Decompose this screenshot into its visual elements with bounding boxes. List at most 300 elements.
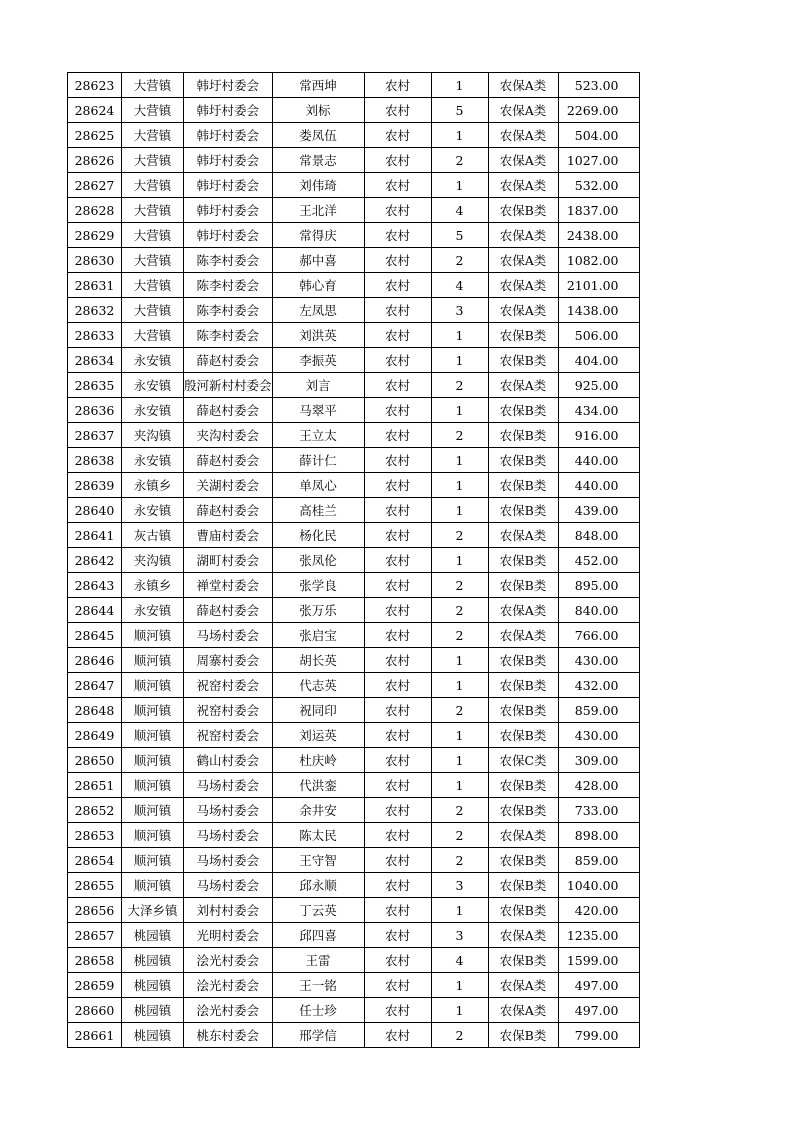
area-type-cell: 农村 bbox=[364, 198, 431, 223]
person-name-cell: 王北洋 bbox=[272, 198, 364, 223]
town-cell: 顺河镇 bbox=[122, 798, 184, 823]
table-row bbox=[68, 648, 640, 673]
town-cell: 永安镇 bbox=[122, 348, 184, 373]
amount-cell: 497.00 bbox=[558, 998, 639, 1023]
town-cell: 桃园镇 bbox=[122, 998, 184, 1023]
village-cell: 浍光村委会 bbox=[184, 973, 273, 998]
insurance-category-cell: 农保B类 bbox=[488, 348, 558, 373]
person-name-cell: 刘运英 bbox=[272, 723, 364, 748]
insurance-category-cell: 农保A类 bbox=[488, 923, 558, 948]
household-count-cell: 2 bbox=[431, 373, 488, 398]
insurance-category-cell: 农保B类 bbox=[488, 723, 558, 748]
amount-cell: 404.00 bbox=[558, 348, 639, 373]
record-id-cell: 28657 bbox=[68, 923, 122, 948]
household-count-cell: 1 bbox=[431, 548, 488, 573]
area-type-cell: 农村 bbox=[364, 873, 431, 898]
town-cell: 大营镇 bbox=[122, 98, 184, 123]
household-count-cell: 2 bbox=[431, 598, 488, 623]
town-cell: 顺河镇 bbox=[122, 623, 184, 648]
town-cell: 大营镇 bbox=[122, 198, 184, 223]
area-type-cell: 农村 bbox=[364, 73, 431, 98]
town-cell: 夹沟镇 bbox=[122, 548, 184, 573]
record-id-cell: 28656 bbox=[68, 898, 122, 923]
amount-cell: 799.00 bbox=[558, 1023, 639, 1048]
area-type-cell: 农村 bbox=[364, 573, 431, 598]
table-row bbox=[68, 473, 640, 498]
insurance-category-cell: 农保A类 bbox=[488, 73, 558, 98]
record-id-cell: 28645 bbox=[68, 623, 122, 648]
person-name-cell: 刘伟琦 bbox=[272, 173, 364, 198]
insurance-category-cell: 农保A类 bbox=[488, 998, 558, 1023]
record-id-cell: 28643 bbox=[68, 573, 122, 598]
area-type-cell: 农村 bbox=[364, 148, 431, 173]
insurance-category-cell: 农保B类 bbox=[488, 798, 558, 823]
village-cell: 陈李村委会 bbox=[184, 273, 273, 298]
record-id-cell: 28653 bbox=[68, 823, 122, 848]
insurance-category-cell: 农保B类 bbox=[488, 948, 558, 973]
record-id-cell: 28635 bbox=[68, 373, 122, 398]
village-cell: 湖町村委会 bbox=[184, 548, 273, 573]
table-row bbox=[68, 598, 640, 623]
household-count-cell: 1 bbox=[431, 973, 488, 998]
town-cell: 永安镇 bbox=[122, 598, 184, 623]
insurance-category-cell: 农保A类 bbox=[488, 123, 558, 148]
household-count-cell: 1 bbox=[431, 323, 488, 348]
town-cell: 顺河镇 bbox=[122, 648, 184, 673]
amount-cell: 1040.00 bbox=[558, 873, 639, 898]
town-cell: 大营镇 bbox=[122, 73, 184, 98]
table-row bbox=[68, 123, 640, 148]
table-row bbox=[68, 298, 640, 323]
village-cell: 陈李村委会 bbox=[184, 323, 273, 348]
area-type-cell: 农村 bbox=[364, 848, 431, 873]
table-row bbox=[68, 323, 640, 348]
household-count-cell: 2 bbox=[431, 523, 488, 548]
table-body bbox=[68, 73, 640, 1048]
village-cell: 马场村委会 bbox=[184, 848, 273, 873]
household-count-cell: 1 bbox=[431, 748, 488, 773]
town-cell: 桃园镇 bbox=[122, 973, 184, 998]
person-name-cell: 张万乐 bbox=[272, 598, 364, 623]
record-id-cell: 28648 bbox=[68, 698, 122, 723]
insurance-category-cell: 农保B类 bbox=[488, 1023, 558, 1048]
area-type-cell: 农村 bbox=[364, 798, 431, 823]
person-name-cell: 常西坤 bbox=[272, 73, 364, 98]
town-cell: 桃园镇 bbox=[122, 1023, 184, 1048]
record-id-cell: 28638 bbox=[68, 448, 122, 473]
person-name-cell: 邢学信 bbox=[272, 1023, 364, 1048]
person-name-cell: 张凤伦 bbox=[272, 548, 364, 573]
area-type-cell: 农村 bbox=[364, 698, 431, 723]
person-name-cell: 薛计仁 bbox=[272, 448, 364, 473]
person-name-cell: 代洪銮 bbox=[272, 773, 364, 798]
table-row bbox=[68, 498, 640, 523]
village-cell: 马场村委会 bbox=[184, 623, 273, 648]
table-row bbox=[68, 1023, 640, 1048]
table-row bbox=[68, 723, 640, 748]
area-type-cell: 农村 bbox=[364, 273, 431, 298]
household-count-cell: 1 bbox=[431, 398, 488, 423]
household-count-cell: 1 bbox=[431, 123, 488, 148]
table-row bbox=[68, 873, 640, 898]
record-id-cell: 28633 bbox=[68, 323, 122, 348]
household-count-cell: 1 bbox=[431, 998, 488, 1023]
area-type-cell: 农村 bbox=[364, 248, 431, 273]
area-type-cell: 农村 bbox=[364, 723, 431, 748]
record-id-cell: 28658 bbox=[68, 948, 122, 973]
area-type-cell: 农村 bbox=[364, 98, 431, 123]
household-count-cell: 2 bbox=[431, 698, 488, 723]
person-name-cell: 单凤心 bbox=[272, 473, 364, 498]
town-cell: 桃园镇 bbox=[122, 948, 184, 973]
amount-cell: 452.00 bbox=[558, 548, 639, 573]
insurance-category-cell: 农保A类 bbox=[488, 973, 558, 998]
person-name-cell: 王雷 bbox=[272, 948, 364, 973]
village-cell: 关湖村委会 bbox=[184, 473, 273, 498]
table-row bbox=[68, 948, 640, 973]
area-type-cell: 农村 bbox=[364, 998, 431, 1023]
insurance-category-cell: 农保A类 bbox=[488, 148, 558, 173]
village-cell: 薛赵村委会 bbox=[184, 398, 273, 423]
record-id-cell: 28636 bbox=[68, 398, 122, 423]
person-name-cell: 马翠平 bbox=[272, 398, 364, 423]
town-cell: 顺河镇 bbox=[122, 748, 184, 773]
table-row bbox=[68, 823, 640, 848]
record-id-cell: 28628 bbox=[68, 198, 122, 223]
insurance-category-cell: 农保B类 bbox=[488, 698, 558, 723]
insurance-category-cell: 农保B类 bbox=[488, 848, 558, 873]
record-id-cell: 28637 bbox=[68, 423, 122, 448]
household-count-cell: 2 bbox=[431, 823, 488, 848]
record-id-cell: 28640 bbox=[68, 498, 122, 523]
table-row bbox=[68, 673, 640, 698]
record-id-cell: 28625 bbox=[68, 123, 122, 148]
person-name-cell: 邱四喜 bbox=[272, 923, 364, 948]
insurance-category-cell: 农保B类 bbox=[488, 198, 558, 223]
person-name-cell: 邱永顺 bbox=[272, 873, 364, 898]
area-type-cell: 农村 bbox=[364, 123, 431, 148]
town-cell: 顺河镇 bbox=[122, 873, 184, 898]
person-name-cell: 刘标 bbox=[272, 98, 364, 123]
amount-cell: 2269.00 bbox=[558, 98, 639, 123]
amount-cell: 733.00 bbox=[558, 798, 639, 823]
records-table bbox=[67, 72, 640, 1048]
record-id-cell: 28634 bbox=[68, 348, 122, 373]
area-type-cell: 农村 bbox=[364, 648, 431, 673]
household-count-cell: 1 bbox=[431, 723, 488, 748]
table-row bbox=[68, 698, 640, 723]
person-name-cell: 李振英 bbox=[272, 348, 364, 373]
person-name-cell: 韩心育 bbox=[272, 273, 364, 298]
area-type-cell: 农村 bbox=[364, 623, 431, 648]
record-id-cell: 28627 bbox=[68, 173, 122, 198]
town-cell: 大营镇 bbox=[122, 273, 184, 298]
person-name-cell: 张启宝 bbox=[272, 623, 364, 648]
table-row bbox=[68, 623, 640, 648]
town-cell: 永镇乡 bbox=[122, 573, 184, 598]
table-row bbox=[68, 973, 640, 998]
table-row bbox=[68, 198, 640, 223]
record-id-cell: 28631 bbox=[68, 273, 122, 298]
record-id-cell: 28650 bbox=[68, 748, 122, 773]
village-cell: 刘村村委会 bbox=[184, 898, 273, 923]
person-name-cell: 杜庆岭 bbox=[272, 748, 364, 773]
amount-cell: 504.00 bbox=[558, 123, 639, 148]
amount-cell: 430.00 bbox=[558, 723, 639, 748]
record-id-cell: 28655 bbox=[68, 873, 122, 898]
record-id-cell: 28652 bbox=[68, 798, 122, 823]
person-name-cell: 左凤思 bbox=[272, 298, 364, 323]
insurance-category-cell: 农保A类 bbox=[488, 823, 558, 848]
insurance-category-cell: 农保A类 bbox=[488, 523, 558, 548]
area-type-cell: 农村 bbox=[364, 473, 431, 498]
amount-cell: 440.00 bbox=[558, 473, 639, 498]
town-cell: 大营镇 bbox=[122, 248, 184, 273]
household-count-cell: 1 bbox=[431, 648, 488, 673]
amount-cell: 848.00 bbox=[558, 523, 639, 548]
household-count-cell: 4 bbox=[431, 948, 488, 973]
area-type-cell: 农村 bbox=[364, 223, 431, 248]
area-type-cell: 农村 bbox=[364, 673, 431, 698]
village-cell: 薛赵村委会 bbox=[184, 498, 273, 523]
record-id-cell: 28646 bbox=[68, 648, 122, 673]
household-count-cell: 4 bbox=[431, 273, 488, 298]
area-type-cell: 农村 bbox=[364, 973, 431, 998]
amount-cell: 2438.00 bbox=[558, 223, 639, 248]
table-row bbox=[68, 248, 640, 273]
table-row bbox=[68, 798, 640, 823]
insurance-category-cell: 农保C类 bbox=[488, 748, 558, 773]
village-cell: 韩圩村委会 bbox=[184, 98, 273, 123]
village-cell: 马场村委会 bbox=[184, 823, 273, 848]
table-row bbox=[68, 398, 640, 423]
area-type-cell: 农村 bbox=[364, 773, 431, 798]
insurance-category-cell: 农保A类 bbox=[488, 373, 558, 398]
area-type-cell: 农村 bbox=[364, 173, 431, 198]
table-row bbox=[68, 523, 640, 548]
amount-cell: 506.00 bbox=[558, 323, 639, 348]
person-name-cell: 祝同印 bbox=[272, 698, 364, 723]
table-row bbox=[68, 273, 640, 298]
village-cell: 韩圩村委会 bbox=[184, 198, 273, 223]
household-count-cell: 1 bbox=[431, 348, 488, 373]
household-count-cell: 2 bbox=[431, 423, 488, 448]
village-cell: 祝窑村委会 bbox=[184, 673, 273, 698]
insurance-category-cell: 农保B类 bbox=[488, 673, 558, 698]
person-name-cell: 刘言 bbox=[272, 373, 364, 398]
record-id-cell: 28626 bbox=[68, 148, 122, 173]
village-cell: 韩圩村委会 bbox=[184, 73, 273, 98]
amount-cell: 440.00 bbox=[558, 448, 639, 473]
table-row bbox=[68, 998, 640, 1023]
household-count-cell: 5 bbox=[431, 98, 488, 123]
village-cell: 薛赵村委会 bbox=[184, 448, 273, 473]
household-count-cell: 3 bbox=[431, 923, 488, 948]
town-cell: 大营镇 bbox=[122, 173, 184, 198]
person-name-cell: 余井安 bbox=[272, 798, 364, 823]
village-cell: 薛赵村委会 bbox=[184, 598, 273, 623]
person-name-cell: 杨化民 bbox=[272, 523, 364, 548]
village-cell: 韩圩村委会 bbox=[184, 223, 273, 248]
table-row bbox=[68, 373, 640, 398]
household-count-cell: 1 bbox=[431, 473, 488, 498]
village-cell: 陈李村委会 bbox=[184, 248, 273, 273]
village-cell: 马场村委会 bbox=[184, 873, 273, 898]
town-cell: 大营镇 bbox=[122, 123, 184, 148]
village-cell: 薛赵村委会 bbox=[184, 348, 273, 373]
insurance-category-cell: 农保B类 bbox=[488, 473, 558, 498]
household-count-cell: 1 bbox=[431, 898, 488, 923]
area-type-cell: 农村 bbox=[364, 373, 431, 398]
amount-cell: 895.00 bbox=[558, 573, 639, 598]
amount-cell: 1235.00 bbox=[558, 923, 639, 948]
town-cell: 桃园镇 bbox=[122, 923, 184, 948]
town-cell: 永安镇 bbox=[122, 498, 184, 523]
person-name-cell: 郝中喜 bbox=[272, 248, 364, 273]
household-count-cell: 4 bbox=[431, 198, 488, 223]
village-cell: 周寨村委会 bbox=[184, 648, 273, 673]
insurance-category-cell: 农保A类 bbox=[488, 298, 558, 323]
person-name-cell: 丁云英 bbox=[272, 898, 364, 923]
insurance-category-cell: 农保B类 bbox=[488, 873, 558, 898]
area-type-cell: 农村 bbox=[364, 823, 431, 848]
insurance-category-cell: 农保B类 bbox=[488, 498, 558, 523]
village-cell: 浍光村委会 bbox=[184, 948, 273, 973]
person-name-cell: 刘洪英 bbox=[272, 323, 364, 348]
area-type-cell: 农村 bbox=[364, 448, 431, 473]
table-row bbox=[68, 748, 640, 773]
person-name-cell: 任士珍 bbox=[272, 998, 364, 1023]
table-row bbox=[68, 73, 640, 98]
record-id-cell: 28639 bbox=[68, 473, 122, 498]
area-type-cell: 农村 bbox=[364, 948, 431, 973]
person-name-cell: 娄凤伍 bbox=[272, 123, 364, 148]
town-cell: 大营镇 bbox=[122, 223, 184, 248]
household-count-cell: 1 bbox=[431, 773, 488, 798]
town-cell: 永安镇 bbox=[122, 448, 184, 473]
insurance-category-cell: 农保A类 bbox=[488, 273, 558, 298]
table-row bbox=[68, 223, 640, 248]
insurance-category-cell: 农保A类 bbox=[488, 598, 558, 623]
household-count-cell: 1 bbox=[431, 673, 488, 698]
area-type-cell: 农村 bbox=[364, 423, 431, 448]
town-cell: 灰古镇 bbox=[122, 523, 184, 548]
household-count-cell: 1 bbox=[431, 173, 488, 198]
household-count-cell: 2 bbox=[431, 623, 488, 648]
table-row bbox=[68, 173, 640, 198]
area-type-cell: 农村 bbox=[364, 348, 431, 373]
household-count-cell: 2 bbox=[431, 148, 488, 173]
village-cell: 陈李村委会 bbox=[184, 298, 273, 323]
household-count-cell: 2 bbox=[431, 573, 488, 598]
table-row bbox=[68, 423, 640, 448]
village-cell: 祝窑村委会 bbox=[184, 723, 273, 748]
village-cell: 韩圩村委会 bbox=[184, 173, 273, 198]
area-type-cell: 农村 bbox=[364, 598, 431, 623]
amount-cell: 898.00 bbox=[558, 823, 639, 848]
record-id-cell: 28630 bbox=[68, 248, 122, 273]
area-type-cell: 农村 bbox=[364, 748, 431, 773]
village-cell: 马场村委会 bbox=[184, 773, 273, 798]
insurance-category-cell: 农保B类 bbox=[488, 448, 558, 473]
insurance-category-cell: 农保B类 bbox=[488, 423, 558, 448]
amount-cell: 497.00 bbox=[558, 973, 639, 998]
table-row bbox=[68, 573, 640, 598]
household-count-cell: 2 bbox=[431, 1023, 488, 1048]
amount-cell: 432.00 bbox=[558, 673, 639, 698]
person-name-cell: 高桂兰 bbox=[272, 498, 364, 523]
insurance-category-cell: 农保B类 bbox=[488, 773, 558, 798]
town-cell: 夹沟镇 bbox=[122, 423, 184, 448]
village-cell: 光明村委会 bbox=[184, 923, 273, 948]
table-row bbox=[68, 773, 640, 798]
household-count-cell: 2 bbox=[431, 798, 488, 823]
insurance-category-cell: 农保A类 bbox=[488, 173, 558, 198]
amount-cell: 840.00 bbox=[558, 598, 639, 623]
table-row bbox=[68, 848, 640, 873]
area-type-cell: 农村 bbox=[364, 1023, 431, 1048]
record-id-cell: 28644 bbox=[68, 598, 122, 623]
village-cell: 夹沟村委会 bbox=[184, 423, 273, 448]
village-cell: 祝窑村委会 bbox=[184, 698, 273, 723]
village-cell: 马场村委会 bbox=[184, 798, 273, 823]
town-cell: 永安镇 bbox=[122, 373, 184, 398]
person-name-cell: 胡长英 bbox=[272, 648, 364, 673]
record-id-cell: 28623 bbox=[68, 73, 122, 98]
area-type-cell: 农村 bbox=[364, 898, 431, 923]
household-count-cell: 1 bbox=[431, 73, 488, 98]
record-id-cell: 28659 bbox=[68, 973, 122, 998]
record-id-cell: 28632 bbox=[68, 298, 122, 323]
insurance-category-cell: 农保B类 bbox=[488, 548, 558, 573]
person-name-cell: 王守智 bbox=[272, 848, 364, 873]
village-cell: 殷河新村村委会 bbox=[184, 373, 273, 398]
village-cell: 禅堂村委会 bbox=[184, 573, 273, 598]
person-name-cell: 常景志 bbox=[272, 148, 364, 173]
record-id-cell: 28661 bbox=[68, 1023, 122, 1048]
household-count-cell: 2 bbox=[431, 248, 488, 273]
amount-cell: 1599.00 bbox=[558, 948, 639, 973]
amount-cell: 428.00 bbox=[558, 773, 639, 798]
person-name-cell: 代志英 bbox=[272, 673, 364, 698]
record-id-cell: 28651 bbox=[68, 773, 122, 798]
insurance-category-cell: 农保A类 bbox=[488, 623, 558, 648]
town-cell: 顺河镇 bbox=[122, 848, 184, 873]
record-id-cell: 28624 bbox=[68, 98, 122, 123]
household-count-cell: 1 bbox=[431, 448, 488, 473]
person-name-cell: 常得庆 bbox=[272, 223, 364, 248]
town-cell: 大营镇 bbox=[122, 148, 184, 173]
table-row bbox=[68, 148, 640, 173]
amount-cell: 532.00 bbox=[558, 173, 639, 198]
insurance-category-cell: 农保B类 bbox=[488, 648, 558, 673]
table-row bbox=[68, 448, 640, 473]
amount-cell: 925.00 bbox=[558, 373, 639, 398]
area-type-cell: 农村 bbox=[364, 323, 431, 348]
record-id-cell: 28660 bbox=[68, 998, 122, 1023]
table-row bbox=[68, 98, 640, 123]
amount-cell: 859.00 bbox=[558, 848, 639, 873]
insurance-category-cell: 农保B类 bbox=[488, 898, 558, 923]
person-name-cell: 陈太民 bbox=[272, 823, 364, 848]
person-name-cell: 张学良 bbox=[272, 573, 364, 598]
insurance-category-cell: 农保B类 bbox=[488, 323, 558, 348]
town-cell: 顺河镇 bbox=[122, 698, 184, 723]
village-cell: 韩圩村委会 bbox=[184, 123, 273, 148]
village-cell: 浍光村委会 bbox=[184, 998, 273, 1023]
record-id-cell: 28654 bbox=[68, 848, 122, 873]
area-type-cell: 农村 bbox=[364, 298, 431, 323]
